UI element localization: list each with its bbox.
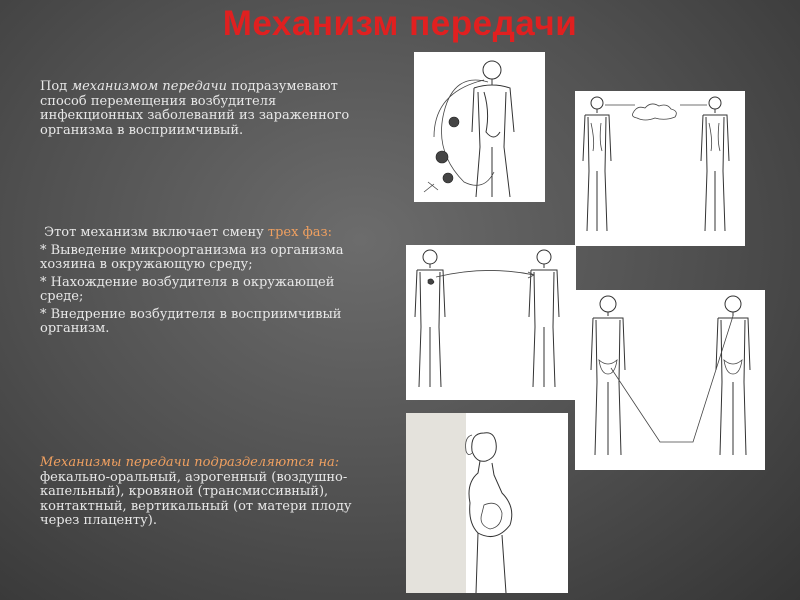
types-heading: Механизмы передачи подразделяются на: xyxy=(40,455,340,470)
phases-intro-colon: : xyxy=(327,225,332,240)
types-paragraph xyxy=(40,456,380,529)
definition-text: подразумевают способ перемещения возбудителя инфекционных заболеваний из зараженного организма в восприимчивый. xyxy=(40,79,350,138)
airborne-illustration xyxy=(575,91,745,246)
phase-item: * Нахождение возбудителя в окружающей среде; xyxy=(40,274,335,304)
definition-paragraph xyxy=(40,80,380,138)
phases-intro-highlight: трех фаз xyxy=(267,225,328,240)
definition-term: механизмом передачи xyxy=(71,79,227,94)
slide-title: Механизм передачи xyxy=(222,4,578,43)
phases-intro-text: Этот механизм включает смену xyxy=(44,225,268,240)
definition-prefix: Под xyxy=(40,79,72,94)
contact-illustration xyxy=(575,290,765,470)
transmission-illustration xyxy=(406,245,576,400)
phases-paragraph xyxy=(40,226,380,340)
fecal-oral-illustration xyxy=(414,52,545,202)
phase-item: * Выведение микроорганизма из организма хозяина в окружающую среду; xyxy=(40,242,344,272)
types-list: фекально-оральный, аэрогенный (воздушно-капельный), кровяной (трансмиссивный), контактный, вертикальный (от матери плоду через плаценту). xyxy=(40,469,352,528)
phases-intro xyxy=(40,226,380,241)
vertical-transmission-illustration xyxy=(406,413,568,593)
phase-item: * Внедрение возбудителя в восприимчивый организм. xyxy=(40,306,342,336)
